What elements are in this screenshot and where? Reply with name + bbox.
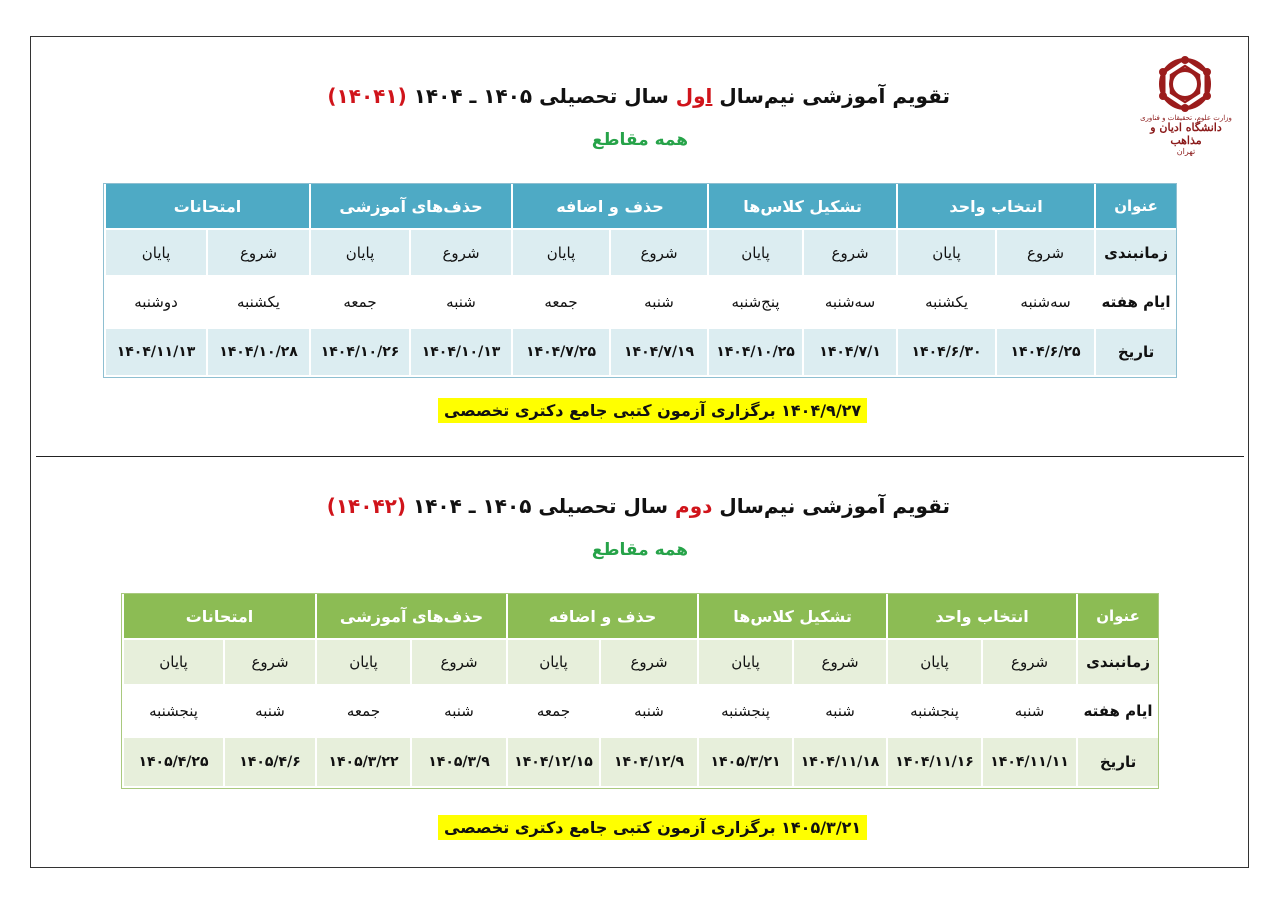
date-cell: ۱۴۰۵/۴/۲۵ bbox=[122, 738, 223, 788]
group-header: انتخاب واحد bbox=[896, 184, 1094, 230]
row-label: ایام هفته bbox=[1076, 686, 1158, 738]
group-header: امتحانات bbox=[104, 184, 309, 230]
date-cell: ۱۴۰۴/۱۰/۱۳ bbox=[409, 329, 511, 377]
date-cell: ۱۴۰۴/۷/۱۹ bbox=[609, 329, 707, 377]
group-header: تشکیل کلاس‌ها bbox=[707, 184, 896, 230]
section1-term: اول bbox=[675, 84, 713, 108]
phase-cell: پایان bbox=[506, 640, 599, 686]
phase-cell: شروع bbox=[599, 640, 697, 686]
phase-cell: پایان bbox=[122, 640, 223, 686]
phase-cell: شروع bbox=[609, 230, 707, 277]
phase-cell: شروع bbox=[792, 640, 886, 686]
table-corner-header: عنوان bbox=[1076, 594, 1158, 640]
group-header: امتحانات bbox=[122, 594, 315, 640]
day-cell: یکشنبه bbox=[206, 277, 309, 329]
day-cell: شنبه bbox=[981, 686, 1076, 738]
date-cell: ۱۴۰۴/۱۲/۹ bbox=[599, 738, 697, 788]
day-cell: شنبه bbox=[609, 277, 707, 329]
section1-exam-note: ۱۴۰۴/۹/۲۷ برگزاری آزمون کتبی جامع دکتری تخصصی bbox=[438, 398, 867, 423]
group-header: حذف و اضافه bbox=[506, 594, 697, 640]
date-cell: ۱۴۰۴/۱۱/۱۱ bbox=[981, 738, 1076, 788]
date-cell: ۱۴۰۵/۴/۶ bbox=[223, 738, 315, 788]
day-cell: شنبه bbox=[223, 686, 315, 738]
section2-subtitle: همه مقاطع bbox=[591, 540, 689, 560]
table-corner-header: عنوان bbox=[1094, 184, 1176, 230]
phase-cell: پایان bbox=[896, 230, 995, 277]
day-cell: جمعه bbox=[309, 277, 409, 329]
group-header: حذف‌های آموزشی bbox=[309, 184, 511, 230]
day-cell: جمعه bbox=[315, 686, 410, 738]
day-cell: دوشنبه bbox=[104, 277, 206, 329]
date-cell: ۱۴۰۴/۱۰/۲۵ bbox=[707, 329, 802, 377]
section1-calendar-table bbox=[103, 183, 1177, 378]
day-cell: پنجشنبه bbox=[122, 686, 223, 738]
section2-calendar-table bbox=[121, 593, 1159, 789]
day-cell: سه‌شنبه bbox=[802, 277, 896, 329]
phase-cell: پایان bbox=[315, 640, 410, 686]
university-logo-text bbox=[1138, 114, 1234, 157]
phase-cell: شروع bbox=[981, 640, 1076, 686]
day-cell: پنجشنبه bbox=[886, 686, 981, 738]
phase-cell: پایان bbox=[707, 230, 802, 277]
phase-cell: شروع bbox=[409, 230, 511, 277]
date-cell: ۱۴۰۵/۳/۲۲ bbox=[315, 738, 410, 788]
date-cell: ۱۴۰۴/۷/۱ bbox=[802, 329, 896, 377]
date-cell: ۱۴۰۴/۷/۲۵ bbox=[511, 329, 609, 377]
date-cell: ۱۴۰۴/۱۱/۱۳ bbox=[104, 329, 206, 377]
group-header: انتخاب واحد bbox=[886, 594, 1076, 640]
date-cell: ۱۴۰۴/۶/۳۰ bbox=[896, 329, 995, 377]
date-cell: ۱۴۰۴/۱۱/۱۶ bbox=[886, 738, 981, 788]
section2-term: دوم bbox=[675, 494, 713, 518]
day-cell: پنج‌شنبه bbox=[707, 277, 802, 329]
phase-cell: پایان bbox=[886, 640, 981, 686]
phase-cell: پایان bbox=[511, 230, 609, 277]
day-cell: شنبه bbox=[792, 686, 886, 738]
logo-city: تهران bbox=[1176, 147, 1196, 157]
date-cell: ۱۴۰۵/۳/۲۱ bbox=[697, 738, 792, 788]
day-cell: یکشنبه bbox=[896, 277, 995, 329]
row-label: تاریخ bbox=[1076, 738, 1158, 788]
phase-cell: شروع bbox=[995, 230, 1094, 277]
day-cell: شنبه bbox=[599, 686, 697, 738]
date-cell: ۱۴۰۴/۱۰/۲۸ bbox=[206, 329, 309, 377]
section2-exam-note: ۱۴۰۵/۳/۲۱ برگزاری آزمون کتبی جامع دکتری تخصصی bbox=[438, 815, 867, 840]
section2-title: تقویم آموزشی نیم‌سال دوم سال تحصیلی ۱۴۰۵ ـ ۱۴۰۴ (۱۴۰۴۲) bbox=[326, 494, 950, 518]
row-label: ایام هفته bbox=[1094, 277, 1176, 329]
phase-cell: پایان bbox=[104, 230, 206, 277]
section1-subtitle: همه مقاطع bbox=[591, 130, 689, 150]
group-header: تشکیل کلاس‌ها bbox=[697, 594, 886, 640]
date-cell: ۱۴۰۴/۶/۲۵ bbox=[995, 329, 1094, 377]
group-header: حذف و اضافه bbox=[511, 184, 707, 230]
row-label: زمانبندی bbox=[1094, 230, 1176, 277]
group-header: حذف‌های آموزشی bbox=[315, 594, 506, 640]
date-cell: ۱۴۰۴/۱۲/۱۵ bbox=[506, 738, 599, 788]
row-label: تاریخ bbox=[1094, 329, 1176, 377]
day-cell: سه‌شنبه bbox=[995, 277, 1094, 329]
logo-university: دانشگاه ادیان و مذاهب bbox=[1150, 121, 1222, 147]
day-cell: شنبه bbox=[409, 277, 511, 329]
section1-code: (۱۴۰۴۱) bbox=[327, 84, 407, 108]
date-cell: ۱۴۰۵/۳/۹ bbox=[410, 738, 506, 788]
section1-title: تقویم آموزشی نیم‌سال اول سال تحصیلی ۱۴۰۵ ـ ۱۴۰۴ (۱۴۰۴۱) bbox=[327, 84, 950, 108]
phase-cell: پایان bbox=[309, 230, 409, 277]
section-divider bbox=[36, 456, 1244, 457]
day-cell: جمعه bbox=[511, 277, 609, 329]
day-cell: جمعه bbox=[506, 686, 599, 738]
day-cell: شنبه bbox=[410, 686, 506, 738]
date-cell: ۱۴۰۴/۱۰/۲۶ bbox=[309, 329, 409, 377]
phase-cell: شروع bbox=[223, 640, 315, 686]
logo-ministry: وزارت علوم، تحقیقات و فناوری bbox=[1140, 114, 1232, 122]
row-label: زمانبندی bbox=[1076, 640, 1158, 686]
phase-cell: شروع bbox=[802, 230, 896, 277]
day-cell: پنجشنبه bbox=[697, 686, 792, 738]
section2-code: (۱۴۰۴۲) bbox=[326, 494, 407, 518]
phase-cell: پایان bbox=[697, 640, 792, 686]
date-cell: ۱۴۰۴/۱۱/۱۸ bbox=[792, 738, 886, 788]
phase-cell: شروع bbox=[410, 640, 506, 686]
phase-cell: شروع bbox=[206, 230, 309, 277]
